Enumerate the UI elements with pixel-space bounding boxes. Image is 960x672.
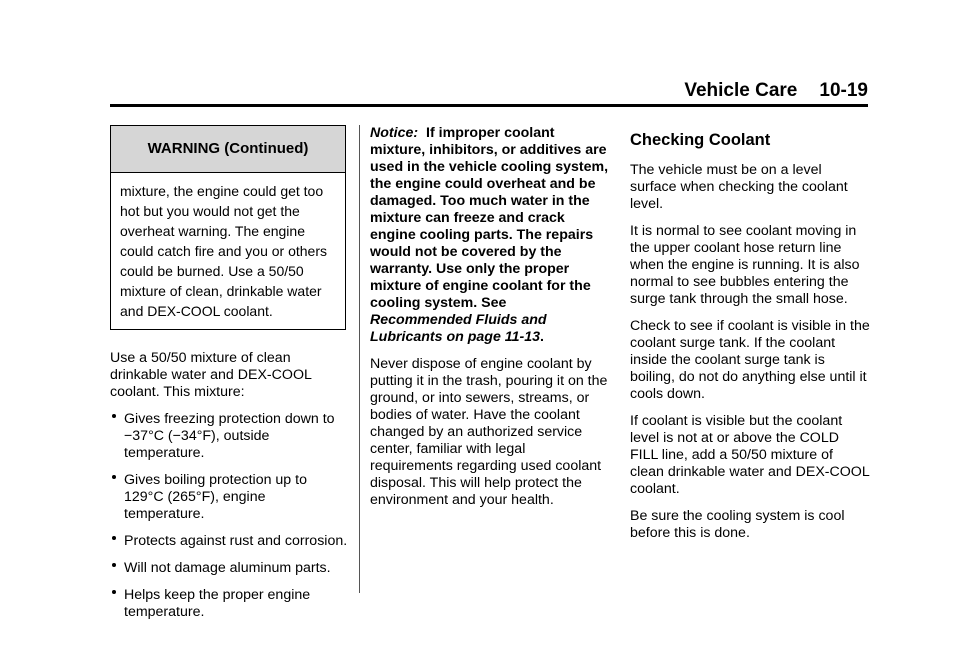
mixture-intro: Use a 50/50 mixture of clean drinkable water and DEX-COOL coolant. This mixture: — [110, 350, 312, 400]
column-divider — [359, 125, 360, 593]
list-item: Will not damage aluminum parts. — [110, 560, 348, 577]
page-number: 10-19 — [819, 80, 868, 101]
disposal-paragraph: Never dispose of engine coolant by putting it in the trash, pouring it on the ground, or into sewers, streams, or bodies of water. Have the coolant changed by an authorized service center, familiar with legal requirements regarding used coolant disposal. This will help protect the environment and your health. — [370, 356, 608, 508]
notice-reference: Recommended Fluids and Lubricants on page 11-13 — [370, 312, 547, 345]
section-title: Vehicle Care — [684, 80, 798, 101]
section-heading: Checking Coolant — [630, 131, 771, 149]
warning-box — [110, 125, 346, 330]
paragraph: If coolant is visible but the coolant level is not at or above the COLD FILL line, add a 50/50 mixture of clean drinkable water and DEX-COOL coolant. — [630, 413, 870, 497]
warning-title: WARNING (Continued) — [111, 126, 345, 173]
mixture-benefits-list — [110, 411, 348, 621]
notice-label: Notice: — [370, 125, 419, 141]
notice-paragraph — [370, 125, 610, 346]
paragraph: Be sure the cooling system is cool before this is done. — [630, 508, 845, 541]
list-item: Gives freezing protection down to −37°C (−34°F), outside temperature. — [110, 411, 348, 462]
list-item: Helps keep the proper engine temperature. — [110, 587, 348, 621]
paragraph: Check to see if coolant is visible in the coolant surge tank. If the coolant inside the coolant surge tank is boiling, do not do anything else until it cools down. — [630, 318, 870, 402]
paragraph: The vehicle must be on a level surface when checking the coolant level. — [630, 162, 848, 212]
paragraph: It is normal to see coolant moving in the upper coolant hose return line when the engine is running. It is also normal to see bubbles entering the surge tank through the small hose. — [630, 223, 860, 307]
column-right — [630, 125, 870, 552]
list-item: Gives boiling protection up to 129°C (265°F), engine temperature. — [110, 472, 348, 523]
warning-body: mixture, the engine could get too hot but you would not get the overheat warning. The engine could catch fire and you or others could be burned. Use a 50/50 mixture of clean, drinkable water and DEX-COOL coolant. — [120, 183, 328, 319]
list-item: Protects against rust and corrosion. — [110, 533, 348, 550]
page-header — [110, 80, 868, 102]
notice-end: . — [540, 329, 544, 345]
column-left — [110, 125, 348, 631]
column-middle — [370, 125, 610, 519]
notice-text: If improper coolant mixture, inhibitors, or additives are used in the vehicle cooling system, the engine could overheat and be damaged. Too much water in the mixture can freeze and crack engine cooling parts. The repairs would not be covered by the warranty. Use only the proper mixture of engine coolant for the cooling system. See — [370, 125, 609, 311]
header-rule — [110, 104, 868, 107]
